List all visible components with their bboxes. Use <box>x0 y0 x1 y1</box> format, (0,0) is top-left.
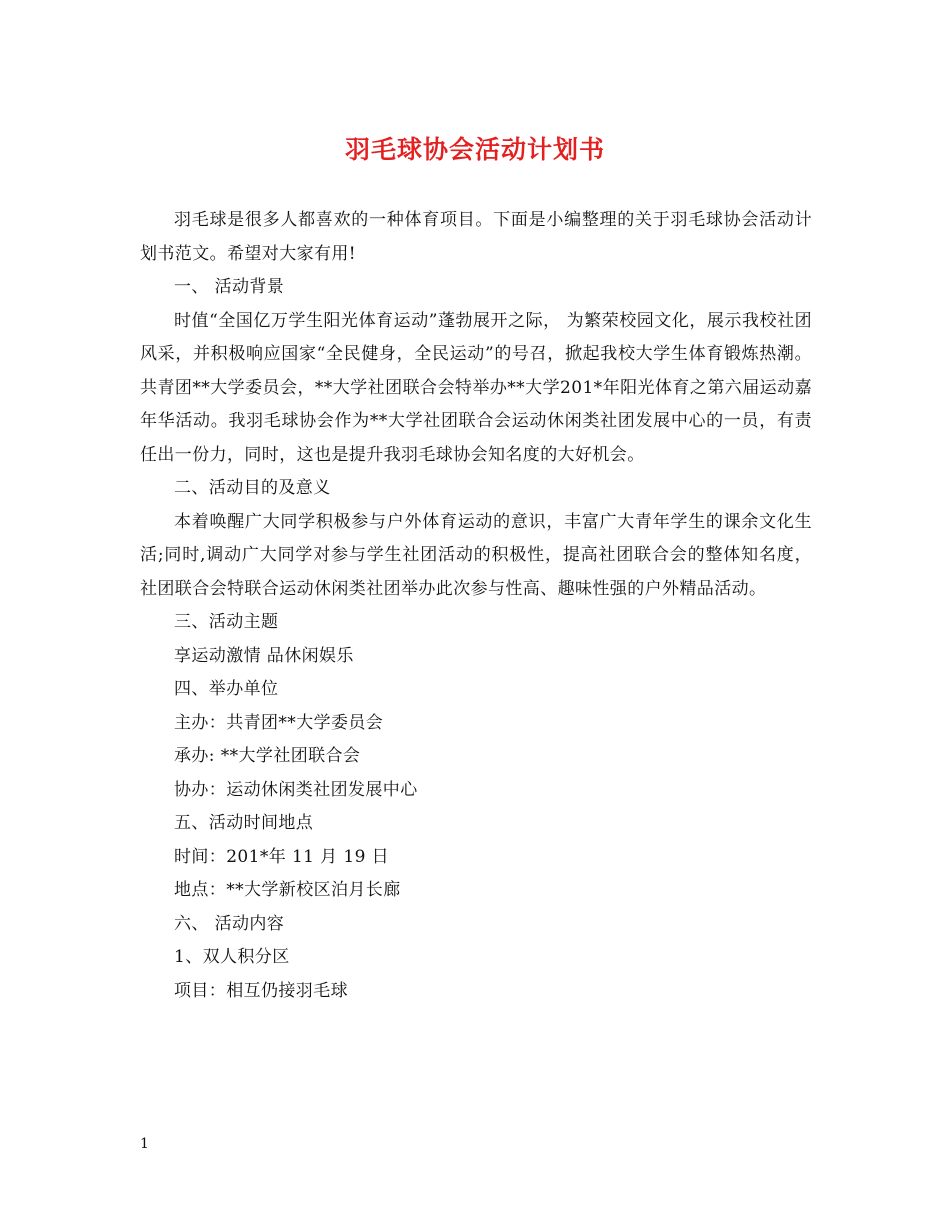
heading-background: 一、 活动背景 <box>174 277 285 297</box>
organizer-co-organizer: 协办：运动休闲类社团发展中心 <box>174 779 418 800</box>
document-body <box>140 204 812 1008</box>
heading-content: 六、 活动内容 <box>174 913 285 934</box>
heading-organizers: 四、举办单位 <box>174 679 279 699</box>
content-item-1: 1、双人积分区 <box>174 947 290 967</box>
page-number: 1 <box>140 1136 149 1152</box>
paragraph-background: 时值“全国亿万学生阳光体育运动”蓬勃展开之际， 为繁荣校园文化，展示我校社团风采，并积极响应国家“全民健身，全民运动”的号召，掀起我校大学生体育锻炼热潮。共青团**大学委员会，**大学社团联合会特举办**大学201*年阳光体育之第六届运动嘉年华活动。我羽毛球协会作为**大学社团联合会运动休闲类社团发展中心的一员，有责任出一份力，同时，这也是提升我羽毛球协会知名度的大好机会。 <box>140 310 812 465</box>
event-time: 时间：201*年 11 月 19 日 <box>174 846 390 867</box>
organizer-undertaker: 承办: **大学社团联合会 <box>174 746 361 766</box>
document-title: 羽毛球协会活动计划书 <box>344 135 605 164</box>
paragraph-theme: 享运动激情 品休闲娱乐 <box>174 645 354 666</box>
organizer-host: 主办：共青团**大学委员会 <box>174 712 384 733</box>
content-item-1-project: 项目：相互仍接羽毛球 <box>174 980 348 1001</box>
heading-purpose: 二、活动目的及意义 <box>174 478 331 498</box>
paragraph-purpose: 本着唤醒广大同学积极参与户外体育运动的意识，丰富广大青年学生的课余文化生活;同时,调动广大同学对参与学生社团活动的积极性，提高社团联合会的整体知名度，社团联合会特联合运动休闲类社团举办此次参与性高、趣味性强的户外精品活动。 <box>140 511 812 599</box>
heading-time-place: 五、活动时间地点 <box>174 813 314 833</box>
paragraph-intro: 羽毛球是很多人都喜欢的一种体育项目。下面是小编整理的关于羽毛球协会活动计划书范文。希望对大家有用! <box>140 210 812 264</box>
heading-theme: 三、活动主题 <box>174 612 279 632</box>
event-place: 地点：**大学新校区泊月长廊 <box>174 880 401 900</box>
